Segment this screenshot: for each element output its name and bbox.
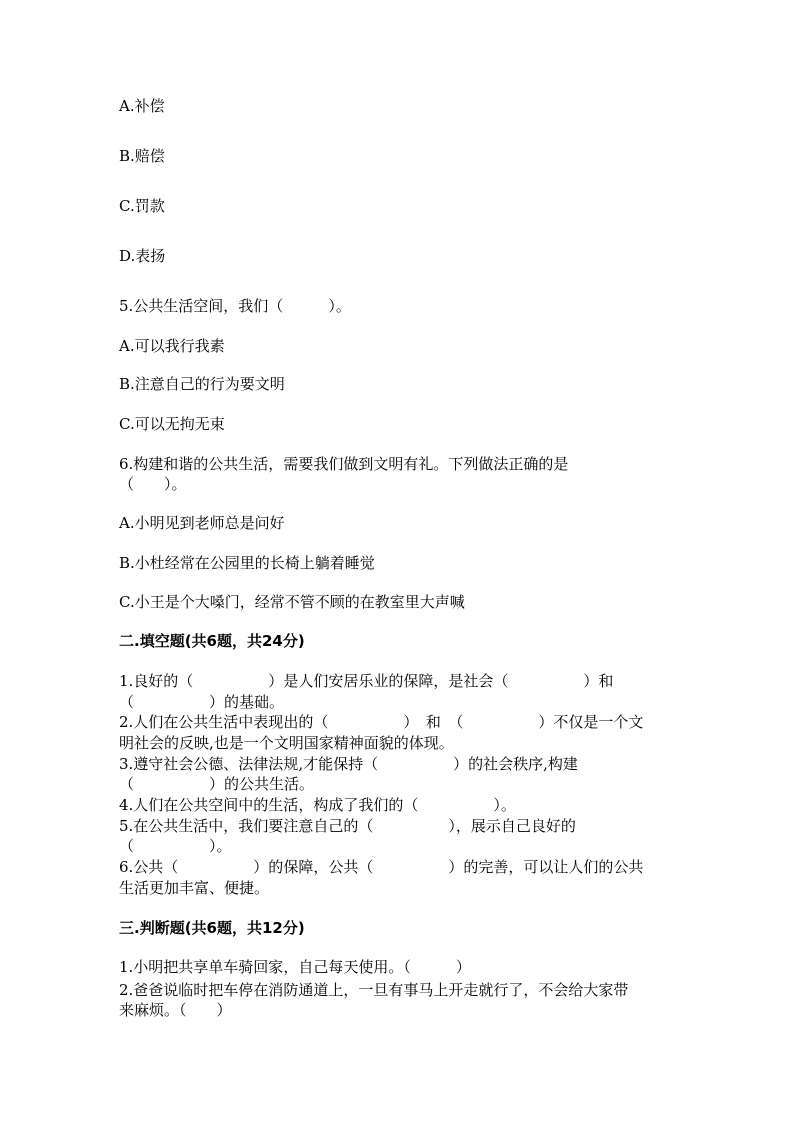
q4-option-b: B.赔偿	[119, 147, 165, 165]
q5-option-b: B.注意自己的行为要文明	[119, 375, 285, 393]
q5-stem: 5.公共生活空间，我们（ ）。	[119, 297, 351, 315]
q6-stem-line1: 6.构建和谐的公共生活，需要我们做到文明有礼。下列做法正确的是	[119, 455, 569, 473]
section2-line: 2.人们在公共生活中表现出的（ ） 和 （ ）不仅是一个文	[119, 713, 644, 731]
q6-stem-line2: （ ）。	[119, 475, 187, 493]
section3-line: 1.小明把共享单车骑回家，自己每天使用。（ ）	[119, 958, 471, 976]
section2-line: （ ）的基础。	[119, 693, 285, 711]
section2-line: 5.在公共生活中，我们要注意自己的（ ），展示自己良好的	[119, 817, 576, 835]
section2-line: （ ）的公共生活。	[119, 775, 315, 793]
section2-heading: 二.填空题(共6题，共24分)	[119, 632, 305, 650]
q4-option-d: D.表扬	[119, 247, 166, 265]
q6-option-c: C.小王是个大嗓门，经常不管不顾的在教室里大声喊	[119, 593, 465, 611]
section2-line: 3.遵守社会公德、法律法规,才能保持（ ）的社会秩序,构建	[119, 755, 578, 773]
q4-option-c: C.罚款	[119, 197, 165, 215]
q6-option-a: A.小明见到老师总是问好	[119, 514, 285, 532]
q5-option-a: A.可以我行我素	[119, 337, 225, 355]
section2-line: 生活更加丰富、便捷。	[119, 879, 270, 897]
q6-option-b: B.小杜经常在公园里的长椅上躺着睡觉	[119, 554, 375, 572]
section3-heading: 三.判断题(共6题，共12分)	[119, 919, 305, 937]
section2-line: 6.公共（ ）的保障，公共（ ）的完善，可以让人们的公共	[119, 858, 644, 876]
section2-line: （ ）。	[119, 837, 232, 855]
section2-line: 明社会的反映,也是一个文明国家精神面貌的体现。	[119, 734, 454, 752]
q5-option-c: C.可以无拘无束	[119, 415, 225, 433]
section3-line: 2.爸爸说临时把车停在消防通道上，一旦有事马上开走就行了，不会给大家带	[119, 981, 629, 999]
q4-option-a: A.补偿	[119, 97, 165, 115]
section2-line: 4.人们在公共空间中的生活，构成了我们的（ ）。	[119, 796, 516, 814]
section2-line: 1.良好的（ ）是人们安居乐业的保障，是社会（ ）和	[119, 672, 614, 690]
section3-line: 来麻烦。（ ）	[119, 1001, 232, 1019]
